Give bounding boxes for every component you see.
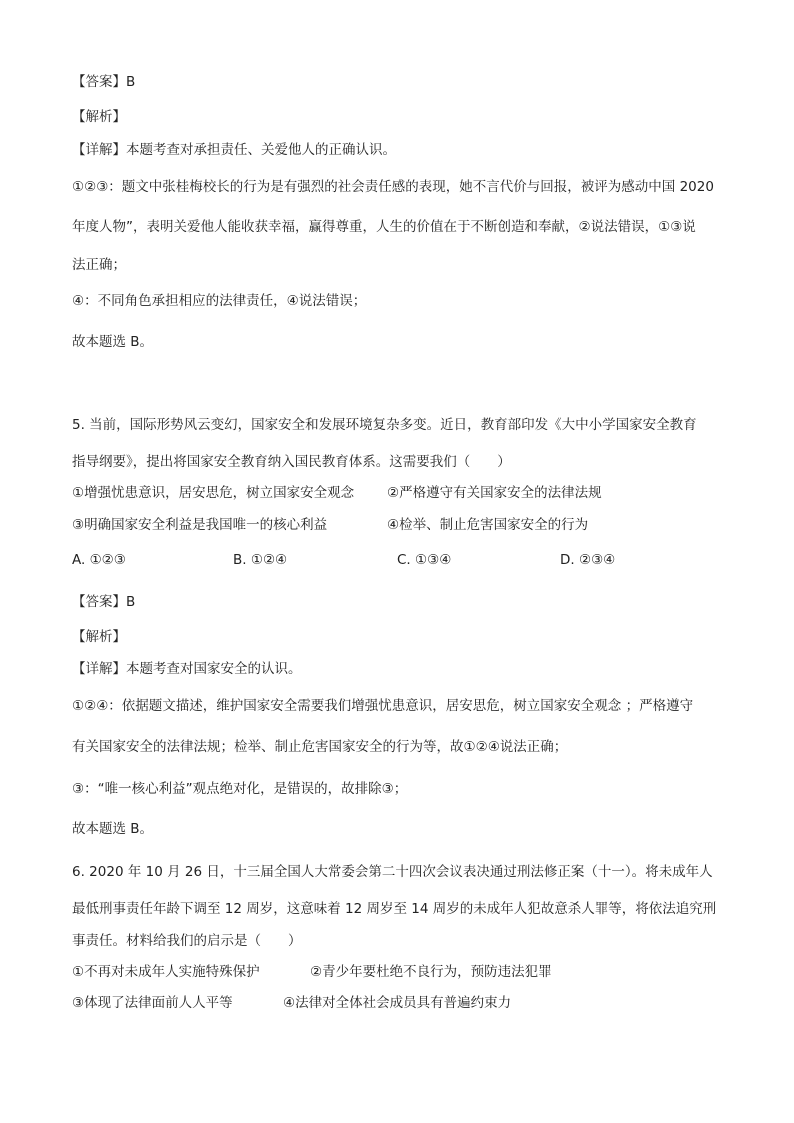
q4-detail: 【详解】本题考查对承担责任、关爱他人的正确认识。 [72,142,396,158]
q5-choice-b: B. ①②④ [233,552,288,568]
q5-choice-a: A. ①②③ [72,552,126,568]
q5-answer-line [72,593,135,611]
q6-item2: ②青少年要杜绝不良行为，预防违法犯罪 [310,964,552,980]
answer-tag: 【答案】 [72,74,126,90]
q5-choice-c: C. ①③④ [397,552,452,568]
answer-value: B [126,594,136,610]
q5-para1-line1: ①②④：依据题文描述，维护国家安全需要我们增强忧患意识，居安思危，树立国家安全观念 ；严格遵守 [72,698,694,714]
answer-value: B [126,74,136,90]
q4-answer-line [72,73,135,91]
q5-stem-line2: 指导纲要》，提出将国家安全教育纳入国民教育体系。这需要我们（ ） [72,454,511,470]
q4-analysis-tag: 【解析】 [72,109,126,125]
q6-item3: ③体现了法律面前人人平等 [72,995,233,1011]
q4-conclusion: 故本题选 B。 [72,334,154,350]
answer-tag: 【答案】 [72,594,126,610]
q5-item1: ①增强忧患意识，居安思危，树立国家安全观念 [72,485,355,501]
q5-conclusion: 故本题选 B。 [72,821,154,837]
q5-item4: ④检举、制止危害国家安全的行为 [387,517,589,533]
q5-item3: ③明确国家安全利益是我国唯一的核心利益 [72,517,328,533]
q5-choice-d: D. ②③④ [560,552,616,568]
q6-stem-line1: 6. 2020 年 10 月 26 日，十三届全国人大常委会第二十四次会议表决通过刑法修正案（十一）。将未成年人 [72,864,713,880]
q5-analysis-tag: 【解析】 [72,629,126,645]
q5-para2: ③：“唯一核心利益”观点绝对化，是错误的，故排除③； [72,781,408,797]
q6-item1: ①不再对未成年人实施特殊保护 [72,964,260,980]
q6-item4: ④法律对全体社会成员具有普遍约束力 [283,995,512,1011]
q4-para1-line3: 法正确； [72,257,126,273]
q5-para1-line2: 有关国家安全的法律法规；检举、制止危害国家安全的行为等，故①②④说法正确； [72,739,568,755]
q4-para1-line1: ①②③：题文中张桂梅校长的行为是有强烈的社会责任感的表现，她不言代价与回报，被评为感动中国 2020 [72,179,714,195]
q5-stem-line1: 5. 当前，国际形势风云变幻，国家安全和发展环境复杂多变。近日，教育部印发《大中小学国家安全教育 [72,417,697,433]
q4-para2: ④：不同角色承担相应的法律责任，④说法错误； [72,293,367,309]
q6-stem-line2: 最低刑事责任年龄下调至 12 周岁，这意味着 12 周岁至 14 周岁的未成年人犯故意杀人罪等，将依法追究刑 [72,901,717,917]
q5-item2: ②严格遵守有关国家安全的法律法规 [387,485,602,501]
q5-detail: 【详解】本题考查对国家安全的认识。 [72,661,302,677]
q4-para1-line2: 年度人物”，表明关爱他人能收获幸福，赢得尊重，人生的价值在于不断创造和奉献，②说法错误，①③说 [72,219,696,235]
q6-stem-line3: 事责任。材料给我们的启示是（ ） [72,933,302,949]
